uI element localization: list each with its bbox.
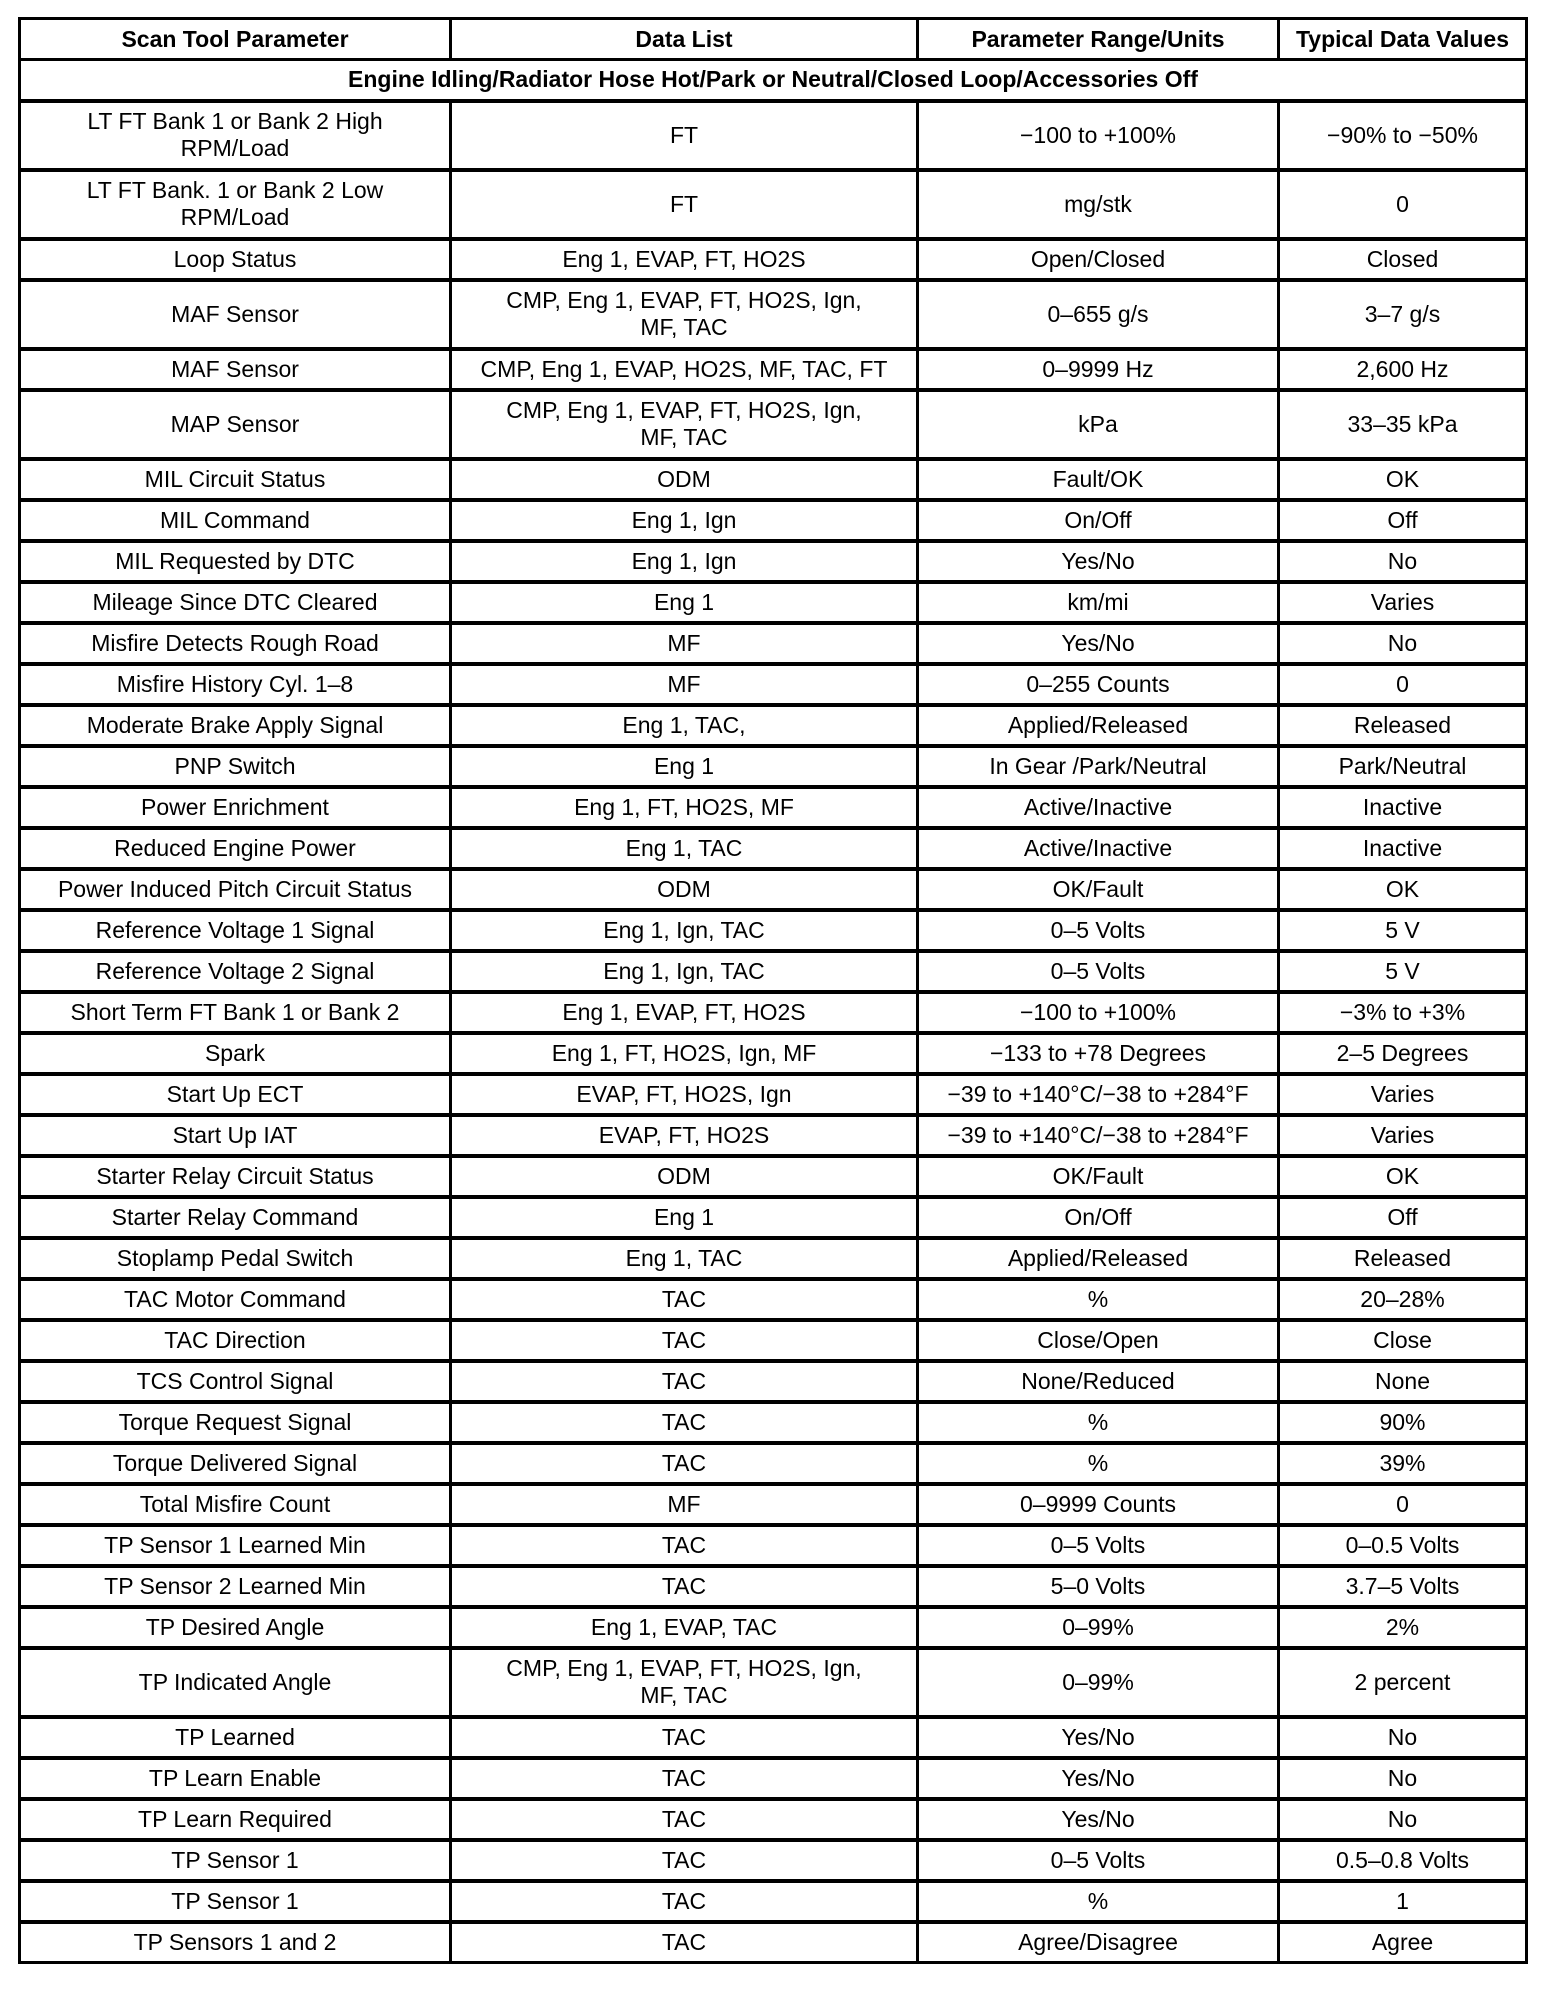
data-list-cell: Eng 1, Ign	[451, 541, 918, 582]
parameter-cell: Short Term FT Bank 1 or Bank 2	[20, 992, 451, 1033]
data-list-cell: Eng 1	[451, 1197, 918, 1238]
data-list-cell: TAC	[451, 1320, 918, 1361]
table-row	[20, 1484, 1527, 1525]
table-row	[20, 1033, 1527, 1074]
parameter-cell: Spark	[20, 1033, 451, 1074]
range-cell: On/Off	[918, 500, 1279, 541]
table-row	[20, 170, 1527, 239]
header-row	[20, 19, 1527, 60]
parameter-cell: TP Learned	[20, 1717, 451, 1758]
typical-value-cell: Closed	[1279, 239, 1527, 280]
data-list-cell: Eng 1, TAC	[451, 1238, 918, 1279]
typical-value-cell: No	[1279, 1758, 1527, 1799]
data-list-cell: MF	[451, 623, 918, 664]
table-row	[20, 869, 1527, 910]
data-list-cell: ODM	[451, 1156, 918, 1197]
header-scan-tool-parameter: Scan Tool Parameter	[20, 19, 451, 60]
range-cell: On/Off	[918, 1197, 1279, 1238]
data-list-cell: MF	[451, 664, 918, 705]
data-list-cell: TAC	[451, 1566, 918, 1607]
table-row	[20, 500, 1527, 541]
range-cell: −133 to +78 Degrees	[918, 1033, 1279, 1074]
data-list-cell: Eng 1, FT, HO2S, MF	[451, 787, 918, 828]
header-data-list: Data List	[451, 19, 918, 60]
typical-value-cell: 1	[1279, 1881, 1527, 1922]
typical-value-cell: 2%	[1279, 1607, 1527, 1648]
data-list-cell: Eng 1, FT, HO2S, Ign, MF	[451, 1033, 918, 1074]
parameter-cell: TP Desired Angle	[20, 1607, 451, 1648]
data-list-cell: Eng 1, TAC,	[451, 705, 918, 746]
parameter-cell: MIL Circuit Status	[20, 459, 451, 500]
range-cell: Active/Inactive	[918, 828, 1279, 869]
typical-value-cell: 0	[1279, 170, 1527, 239]
table-row	[20, 910, 1527, 951]
table-row	[20, 541, 1527, 582]
parameter-cell: Power Enrichment	[20, 787, 451, 828]
table-row	[20, 1402, 1527, 1443]
table-row	[20, 582, 1527, 623]
range-cell: Yes/No	[918, 1758, 1279, 1799]
range-cell: −39 to +140°C/−38 to +284°F	[918, 1115, 1279, 1156]
condition-row	[20, 60, 1527, 101]
typical-value-cell: 0	[1279, 1484, 1527, 1525]
typical-value-cell: No	[1279, 1717, 1527, 1758]
table-row	[20, 1320, 1527, 1361]
table-row	[20, 1115, 1527, 1156]
data-list-cell: Eng 1	[451, 582, 918, 623]
range-cell: 0–655 g/s	[918, 280, 1279, 349]
typical-value-cell: No	[1279, 1799, 1527, 1840]
parameter-cell: Misfire History Cyl. 1–8	[20, 664, 451, 705]
typical-value-cell: 2–5 Degrees	[1279, 1033, 1527, 1074]
range-cell: 0–5 Volts	[918, 1525, 1279, 1566]
data-list-cell: TAC	[451, 1279, 918, 1320]
range-cell: OK/Fault	[918, 869, 1279, 910]
table-row	[20, 1156, 1527, 1197]
table-row	[20, 1074, 1527, 1115]
table-row	[20, 623, 1527, 664]
range-cell: Agree/Disagree	[918, 1922, 1279, 1963]
data-list-cell: Eng 1, Ign	[451, 500, 918, 541]
data-list-cell: TAC	[451, 1361, 918, 1402]
table-row	[20, 705, 1527, 746]
table-row	[20, 828, 1527, 869]
parameter-cell: Start Up ECT	[20, 1074, 451, 1115]
data-list-cell: CMP, Eng 1, EVAP, HO2S, MF, TAC, FT	[451, 349, 918, 390]
typical-value-cell: Agree	[1279, 1922, 1527, 1963]
parameter-cell: Power Induced Pitch Circuit Status	[20, 869, 451, 910]
range-cell: Yes/No	[918, 1717, 1279, 1758]
typical-value-cell: 90%	[1279, 1402, 1527, 1443]
data-list-cell: TAC	[451, 1799, 918, 1840]
table-row	[20, 1799, 1527, 1840]
typical-value-cell: Released	[1279, 705, 1527, 746]
parameter-cell: TP Sensor 2 Learned Min	[20, 1566, 451, 1607]
typical-value-cell: Varies	[1279, 582, 1527, 623]
typical-value-cell: 5 V	[1279, 910, 1527, 951]
table-row	[20, 1566, 1527, 1607]
range-cell: −39 to +140°C/−38 to +284°F	[918, 1074, 1279, 1115]
parameter-cell: PNP Switch	[20, 746, 451, 787]
data-list-cell: TAC	[451, 1922, 918, 1963]
parameter-cell: TAC Direction	[20, 1320, 451, 1361]
table-row	[20, 1607, 1527, 1648]
range-cell: km/mi	[918, 582, 1279, 623]
table-row	[20, 239, 1527, 280]
range-cell: %	[918, 1881, 1279, 1922]
table-row	[20, 746, 1527, 787]
parameter-cell: Mileage Since DTC Cleared	[20, 582, 451, 623]
typical-value-cell: −3% to +3%	[1279, 992, 1527, 1033]
parameter-cell: TP Learn Enable	[20, 1758, 451, 1799]
typical-value-cell: Varies	[1279, 1115, 1527, 1156]
parameter-cell: Reference Voltage 2 Signal	[20, 951, 451, 992]
data-list-cell: TAC	[451, 1758, 918, 1799]
typical-value-cell: 0–0.5 Volts	[1279, 1525, 1527, 1566]
typical-value-cell: 2,600 Hz	[1279, 349, 1527, 390]
parameter-cell: Start Up IAT	[20, 1115, 451, 1156]
parameter-cell: TAC Motor Command	[20, 1279, 451, 1320]
parameter-cell: TCS Control Signal	[20, 1361, 451, 1402]
range-cell: −100 to +100%	[918, 992, 1279, 1033]
data-list-cell: EVAP, FT, HO2S, Ign	[451, 1074, 918, 1115]
parameter-cell: Misfire Detects Rough Road	[20, 623, 451, 664]
data-list-cell: Eng 1, Ign, TAC	[451, 951, 918, 992]
data-list-cell: CMP, Eng 1, EVAP, FT, HO2S, Ign, MF, TAC	[451, 390, 918, 459]
table-row	[20, 390, 1527, 459]
range-cell: OK/Fault	[918, 1156, 1279, 1197]
header-parameter-range: Parameter Range/Units	[918, 19, 1279, 60]
data-list-cell: Eng 1, EVAP, TAC	[451, 1607, 918, 1648]
parameter-cell: TP Indicated Angle	[20, 1648, 451, 1717]
parameter-cell: MIL Requested by DTC	[20, 541, 451, 582]
data-list-cell: EVAP, FT, HO2S	[451, 1115, 918, 1156]
data-list-cell: MF	[451, 1484, 918, 1525]
parameter-cell: MIL Command	[20, 500, 451, 541]
parameter-cell: TP Sensor 1	[20, 1881, 451, 1922]
range-cell: 0–9999 Counts	[918, 1484, 1279, 1525]
data-list-cell: Eng 1, Ign, TAC	[451, 910, 918, 951]
data-list-cell: TAC	[451, 1443, 918, 1484]
parameter-cell: LT FT Bank. 1 or Bank 2 Low RPM/Load	[20, 170, 451, 239]
data-list-cell: Eng 1, EVAP, FT, HO2S	[451, 239, 918, 280]
table-row	[20, 951, 1527, 992]
range-cell: 0–5 Volts	[918, 1840, 1279, 1881]
range-cell: 0–5 Volts	[918, 910, 1279, 951]
data-list-cell: CMP, Eng 1, EVAP, FT, HO2S, Ign, MF, TAC	[451, 280, 918, 349]
table-row	[20, 1840, 1527, 1881]
typical-value-cell: Varies	[1279, 1074, 1527, 1115]
parameter-cell: Reference Voltage 1 Signal	[20, 910, 451, 951]
typical-value-cell: 0.5–0.8 Volts	[1279, 1840, 1527, 1881]
typical-value-cell: 5 V	[1279, 951, 1527, 992]
range-cell: %	[918, 1402, 1279, 1443]
typical-value-cell: Park/Neutral	[1279, 746, 1527, 787]
parameter-cell: MAF Sensor	[20, 349, 451, 390]
table-row	[20, 992, 1527, 1033]
typical-value-cell: Released	[1279, 1238, 1527, 1279]
table-row	[20, 1197, 1527, 1238]
typical-value-cell: 0	[1279, 664, 1527, 705]
condition-title: Engine Idling/Radiator Hose Hot/Park or Neutral/Closed Loop/Accessories Off	[20, 60, 1527, 101]
parameter-cell: Moderate Brake Apply Signal	[20, 705, 451, 746]
range-cell: Open/Closed	[918, 239, 1279, 280]
data-list-cell: ODM	[451, 459, 918, 500]
parameter-cell: TP Sensors 1 and 2	[20, 1922, 451, 1963]
table-row	[20, 1525, 1527, 1566]
table-row	[20, 280, 1527, 349]
data-list-cell: Eng 1	[451, 746, 918, 787]
table-row	[20, 1758, 1527, 1799]
range-cell: 0–5 Volts	[918, 951, 1279, 992]
data-list-cell: TAC	[451, 1525, 918, 1566]
range-cell: Applied/Released	[918, 705, 1279, 746]
table-row	[20, 787, 1527, 828]
table-row	[20, 1361, 1527, 1402]
parameter-cell: LT FT Bank 1 or Bank 2 High RPM/Load	[20, 101, 451, 170]
parameter-cell: Loop Status	[20, 239, 451, 280]
range-cell: 0–255 Counts	[918, 664, 1279, 705]
range-cell: kPa	[918, 390, 1279, 459]
data-list-cell: CMP, Eng 1, EVAP, FT, HO2S, Ign, MF, TAC	[451, 1648, 918, 1717]
data-list-cell: TAC	[451, 1881, 918, 1922]
range-cell: None/Reduced	[918, 1361, 1279, 1402]
typical-value-cell: Off	[1279, 500, 1527, 541]
range-cell: Yes/No	[918, 541, 1279, 582]
typical-value-cell: No	[1279, 541, 1527, 582]
data-list-cell: Eng 1, EVAP, FT, HO2S	[451, 992, 918, 1033]
data-list-cell: TAC	[451, 1717, 918, 1758]
table-row	[20, 1443, 1527, 1484]
range-cell: Close/Open	[918, 1320, 1279, 1361]
parameter-cell: Starter Relay Command	[20, 1197, 451, 1238]
typical-value-cell: 39%	[1279, 1443, 1527, 1484]
scan-tool-data-table	[18, 17, 1528, 1964]
table-row	[20, 1279, 1527, 1320]
table-row	[20, 664, 1527, 705]
range-cell: Applied/Released	[918, 1238, 1279, 1279]
parameter-cell: Total Misfire Count	[20, 1484, 451, 1525]
table-row	[20, 1717, 1527, 1758]
range-cell: Fault/OK	[918, 459, 1279, 500]
data-list-cell: ODM	[451, 869, 918, 910]
table-row	[20, 101, 1527, 170]
parameter-cell: Stoplamp Pedal Switch	[20, 1238, 451, 1279]
typical-value-cell: None	[1279, 1361, 1527, 1402]
table-row	[20, 1881, 1527, 1922]
parameter-cell: MAP Sensor	[20, 390, 451, 459]
typical-value-cell: −90% to −50%	[1279, 101, 1527, 170]
data-list-cell: TAC	[451, 1840, 918, 1881]
data-list-cell: FT	[451, 170, 918, 239]
range-cell: %	[918, 1443, 1279, 1484]
parameter-cell: Starter Relay Circuit Status	[20, 1156, 451, 1197]
range-cell: 0–9999 Hz	[918, 349, 1279, 390]
data-list-cell: Eng 1, TAC	[451, 828, 918, 869]
table-row	[20, 1648, 1527, 1717]
parameter-cell: Torque Delivered Signal	[20, 1443, 451, 1484]
range-cell: 0–99%	[918, 1648, 1279, 1717]
table-row	[20, 1238, 1527, 1279]
typical-value-cell: Off	[1279, 1197, 1527, 1238]
table-row	[20, 459, 1527, 500]
parameter-cell: TP Sensor 1 Learned Min	[20, 1525, 451, 1566]
range-cell: %	[918, 1279, 1279, 1320]
data-list-cell: FT	[451, 101, 918, 170]
header-typical-values: Typical Data Values	[1279, 19, 1527, 60]
typical-value-cell: Inactive	[1279, 787, 1527, 828]
range-cell: mg/stk	[918, 170, 1279, 239]
parameter-cell: Torque Request Signal	[20, 1402, 451, 1443]
table-row	[20, 349, 1527, 390]
typical-value-cell: 20–28%	[1279, 1279, 1527, 1320]
typical-value-cell: OK	[1279, 869, 1527, 910]
range-cell: 5–0 Volts	[918, 1566, 1279, 1607]
typical-value-cell: 3–7 g/s	[1279, 280, 1527, 349]
parameter-cell: TP Learn Required	[20, 1799, 451, 1840]
parameter-cell: Reduced Engine Power	[20, 828, 451, 869]
typical-value-cell: No	[1279, 623, 1527, 664]
typical-value-cell: 2 percent	[1279, 1648, 1527, 1717]
range-cell: Yes/No	[918, 623, 1279, 664]
data-list-cell: TAC	[451, 1402, 918, 1443]
typical-value-cell: 3.7–5 Volts	[1279, 1566, 1527, 1607]
range-cell: In Gear /Park/Neutral	[918, 746, 1279, 787]
range-cell: Active/Inactive	[918, 787, 1279, 828]
parameter-cell: MAF Sensor	[20, 280, 451, 349]
parameter-cell: TP Sensor 1	[20, 1840, 451, 1881]
table-row	[20, 1922, 1527, 1963]
typical-value-cell: OK	[1279, 1156, 1527, 1197]
typical-value-cell: OK	[1279, 459, 1527, 500]
range-cell: −100 to +100%	[918, 101, 1279, 170]
typical-value-cell: 33–35 kPa	[1279, 390, 1527, 459]
typical-value-cell: Close	[1279, 1320, 1527, 1361]
range-cell: Yes/No	[918, 1799, 1279, 1840]
typical-value-cell: Inactive	[1279, 828, 1527, 869]
range-cell: 0–99%	[918, 1607, 1279, 1648]
